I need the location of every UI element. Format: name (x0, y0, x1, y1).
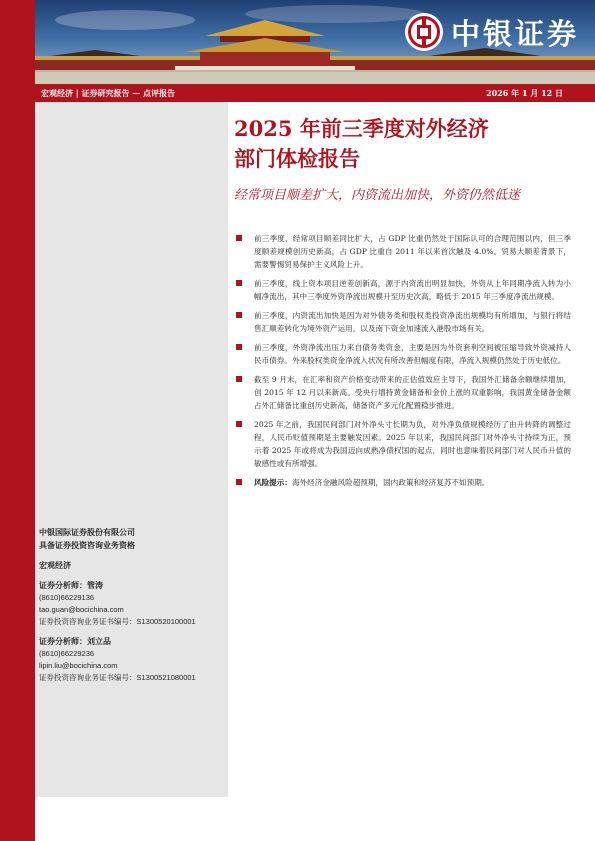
sidebar-info (39, 526, 225, 684)
report-date: 2026 年 1 月 12 日 (486, 87, 563, 98)
report-title (234, 114, 579, 174)
sidebar-panel (35, 102, 228, 797)
key-points-list (236, 232, 571, 495)
square-bullet-icon (236, 280, 242, 286)
key-point: 截至 9 月末，在汇率和资产价格变动带来的正估值效应主导下，我国外汇储备余额继续增加，创 2015 年 12 月以来新高。受央行增持黄金储备和金价上涨的双重影响，我国黄金储备金额占外汇储备比重创历史新高，储备资产多元化配置稳步推进。 (236, 373, 571, 412)
logo-text: 中银证券 (450, 16, 579, 51)
report-subtitle: 经常项目顺差扩大，内资流出加快，外资仍然低迷 (234, 188, 521, 203)
analyst-name: 证券分析师：刘立品 (39, 637, 111, 646)
analyst-email[interactable]: tao.guan@bocichina.com (39, 605, 124, 614)
key-point: 2025 年之前，我国民间部门对外净头寸长期为负，对外净负债规模经历了由升转降的调整过程，人民币贬值预期是主要触发因素。2025 年以来，我国民间部门对外净头寸持续为正，预示着 2025 年或将成为我国迈向成熟净债权国的起点，同时也意味着民间部门对人民币升值的敏感性或有所增强。 (236, 418, 571, 470)
analyst-phone: (8610)66229136 (39, 593, 95, 602)
square-bullet-icon (236, 312, 242, 318)
risk-text: 海外经济金融风险超预期，国内政策和经济复苏不如预期。 (291, 478, 490, 487)
sector-label: 宏观经济 (39, 561, 71, 570)
square-bullet-icon (236, 235, 242, 241)
analyst-block (39, 636, 225, 684)
risk-label: 风险提示： (254, 478, 292, 487)
company-logo (405, 12, 579, 52)
key-point: 前三季度，内资流出加快是因为对外债务类和股权类投资净流出规模均有所增加，与银行将结售汇顺差转化为境外资产运用，以及南下资金加速流入港股市场有关。 (236, 309, 571, 335)
bank-of-china-logo-icon (405, 13, 443, 51)
header-banner (35, 0, 595, 84)
analyst-block (39, 580, 225, 628)
report-category: 宏观经济 | 证券研究报告 — 点评报告 (41, 87, 176, 98)
risk-warning (236, 476, 571, 489)
square-bullet-icon (236, 376, 242, 382)
report-meta-bar (35, 84, 595, 102)
analyst-name: 证券分析师：管涛 (39, 581, 103, 590)
analyst-license: 证券投资咨询业务证书编号：S1300520100001 (39, 617, 196, 626)
analyst-phone: (8610)66229236 (39, 649, 95, 658)
square-bullet-icon (236, 344, 242, 350)
square-bullet-icon (236, 421, 242, 427)
analyst-email[interactable]: lipin.liu@bocichina.com (39, 661, 118, 670)
left-accent-bar (0, 0, 35, 841)
title-line-1: 2025 年前三季度对外经济 (234, 116, 489, 141)
key-point: 前三季度，外资净流出压力来自债务类资金，主要是因为外资套利空间被压缩导致外资减持人民币债券。外来股权类资金净流入状况有所改善但幅度有限，净流入规模仍然处于历史低位。 (236, 341, 571, 367)
title-line-2: 部门体检报告 (234, 146, 360, 171)
key-point: 前三季度，线上资本项目逆差创新高，源于内资流出明显加快，外资从上年同期净流入转为小幅净流出，其中三季度外资净流出规模升至历史次高，略低于 2015 年三季度净流出规模。 (236, 277, 571, 303)
analyst-license: 证券投资咨询业务证书编号：S1300521080001 (39, 673, 196, 682)
company-qualification: 具备证券投资咨询业务资格 (39, 541, 135, 550)
key-point: 前三季度，经常项目顺差同比扩大，占 GDP 比重仍然处于国际认可的合理范围以内，但三季度顺差规模创历史新高，占 GDP 比重自 2011 年以来首次触及 4.0%。贸易大顺差背景下，需要警惕贸易保护主义风险上升。 (236, 232, 571, 271)
company-name: 中银国际证券股份有限公司 (39, 528, 135, 537)
square-bullet-icon (236, 479, 242, 485)
